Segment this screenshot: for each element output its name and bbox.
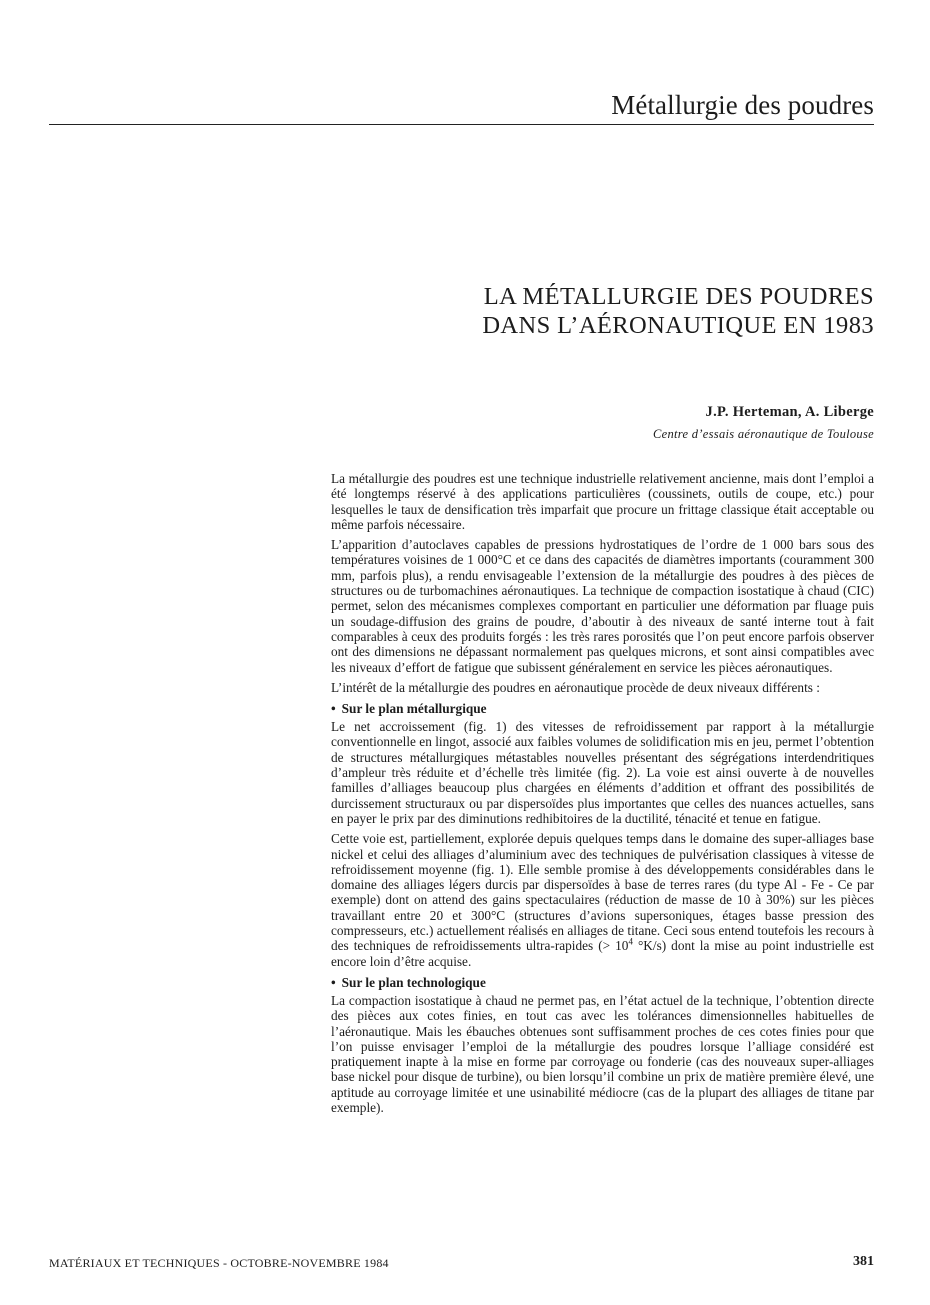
bullet-icon: • <box>331 701 336 717</box>
header-rule <box>49 124 874 125</box>
paragraph-interet: L’intérêt de la métallurgie des poudres en aéronautique procède de deux niveaux différents : <box>331 679 820 695</box>
article-title-line-1: LA MÉTALLURGIE DES POUDRES <box>483 283 874 310</box>
section-heading-text: Sur le plan métallurgique <box>341 701 487 717</box>
paragraph-autoclaves: L’apparition d’autoclaves capables de pressions hydrostatiques de l’ordre de 1 000 bars sous des températures voisines de 1 000°C et ce dans des capacités de diamètres importants (couramment 300 mm, parfois plus), a rendu envisageable l’extension de la métallurgie des poudres à des pièces de structures ou de turbomachines aéronautiques. La technique de compaction isostatique à chaud (CIC) permet, selon des mécanismes complexes comportant en particulier une déformation par fluage puis un soudage-diffusion des grains de poudre, d’aboutir à des niveaux de santé interne tout à fait comparables à ceux des produits forgés : les très rares porosités que l’on peut encore parfois observer ont des dimensions ne dépassant normalement pas quelques microns, et sont ainsi compatibles avec les niveaux d’effort de fatigue que subissent généralement en service les pièces aéronautiques. <box>331 537 874 675</box>
paragraph-intro: La métallurgie des poudres est une technique industrielle relativement ancienne, mais dont l’emploi a été longtemps réservé à des applications particulières (coussinets, outils de coupe, etc.) pour lesquelles le taux de densification très imparfait que procure un frittage classique était acceptable ou même parfois nécessaire. <box>331 471 874 532</box>
paragraph-voie-text: Cette voie est, partiellement, explorée depuis quelques temps dans le domaine des super-alliages base nickel et celui des alliages d’aluminium avec des techniques de pulvérisation classiques à vitesse de refroidissement moyenne (fig. 1). Elle semble promise à des développements considérables dans le domaine des alliages légers durcis par dispersoïdes à base de terres rares (du type Al - Fe - Ce par exemple) dont on attend des gains spectaculaires (réduction de masse de 10 à 30%) sur les pièces travaillant entre 20 et 300°C (structures d’avions supersoniques, étages basse pression des compresseurs, etc.) actuellement réalisés en alliages de titane. Ceci sous entend toutefois les recours à des techniques de refroidissements ultra-rapides (> 10 <box>331 831 874 954</box>
article-authors: J.P. Herteman, A. Liberge <box>705 404 874 420</box>
section-heading-metallurgique <box>331 701 874 717</box>
paragraph-voie-text-end: °K/s) dont la mise au point industrielle est encore loin d’être acquise. <box>331 938 875 969</box>
exponent: 4 <box>628 936 633 947</box>
article-title-line-2: DANS L’AÉRONAUTIQUE EN 1983 <box>482 312 874 339</box>
section-heading-technologique <box>331 975 874 991</box>
section-heading-text: Sur le plan technologique <box>341 974 486 990</box>
author-affiliation: Centre d’essais aéronautique de Toulouse <box>652 427 874 441</box>
section-rubric: Métallurgie des poudres <box>611 90 874 120</box>
journal-footer: MATÉRIAUX ET TECHNIQUES - OCTOBRE-NOVEMBRE 1984 <box>49 1256 389 1270</box>
paragraph-compaction: La compaction isostatique à chaud ne permet pas, en l’état actuel de la technique, l’obtention directe des pièces aux cotes finies, en tout cas avec les tolérances dimensionnelles habituelles de l’aéronautique. Mais les ébauches obtenues sont suffisamment proches de ces cotes finies pour que l’on puisse envisager l’emploi de la métallurgie des poudres lorsque l’alliage considéré est pratiquement inapte à la mise en forme par corroyage ou fonderie (cas des nouveaux super-alliages base nickel pour disque de turbine), ou bien lorsqu’il combine un prix de matière première élevé, une aptitude au corroyage limitée et une usinabilité médiocre (cas de la plupart des alliages de titane par exemple). <box>331 992 874 1115</box>
page-number: 381 <box>853 1254 874 1269</box>
article-title <box>314 282 874 340</box>
paragraph-accroissement: Le net accroissement (fig. 1) des vitesses de refroidissement par rapport à la métallurgie conventionnelle en lingot, associé aux faibles volumes de solidification mis en jeu, permet l’obtention de structures métallurgiques métastables nouvelles présentant des ségrégations interdendritiques d’ampleur très réduite et d’échelle très limitée (fig. 2). La voie est ainsi ouverte à de nouvelles familles d’alliages beaucoup plus chargées en éléments d’addition et offrant des possibilités de durcissement structuraux ou par dispersoïdes plus importantes que celles des nuances actuelles, sans en payer le prix par des diminutions redhibitoires de la ductilité, ténacité et tenue en fatigue. <box>331 719 874 826</box>
article-body <box>331 471 874 1120</box>
bullet-icon: • <box>331 974 336 990</box>
paragraph-voie <box>331 831 874 969</box>
